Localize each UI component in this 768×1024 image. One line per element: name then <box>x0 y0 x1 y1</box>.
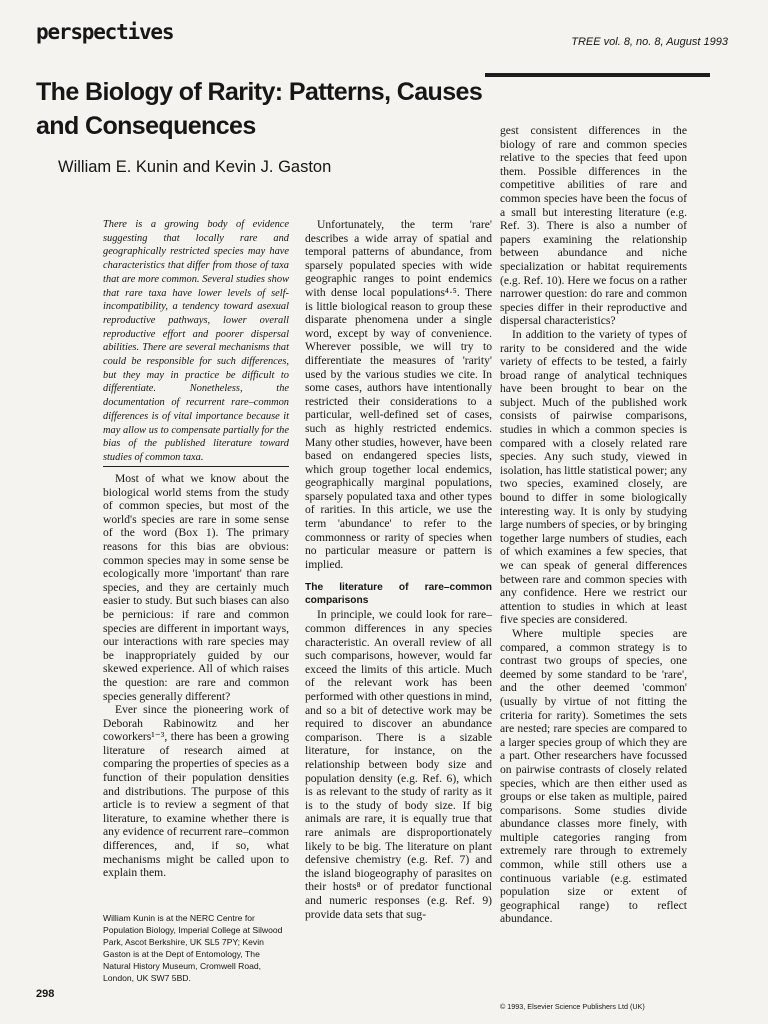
column-3 <box>500 124 687 926</box>
page-number: 298 <box>36 988 55 1000</box>
column-2 <box>305 218 492 921</box>
article-title <box>36 75 506 143</box>
paragraph: Where multiple species are compared, a common strategy is to contrast two groups of species, one deemed by some standard to be 'rare', and the other deemed 'common' (usually by virtue of not fitting the criteria for rarity). Sometimes the sets are nested; rare species are compared to a larger species group of which they are a part. Other researchers have focussed on pairwise contrasts of closely related species, which are then either used as groups or else taken as multiple, paired comparisons. Some studies divide abundance classes more finely, with multiple categories ranging from extremely rare through to extremely common, while still others use a continuous variable (e.g. estimated population size or extent of geographical range) to reflect abundance. <box>500 626 687 926</box>
paragraph: gest consistent differences in the biology of rare and common species relative to the species that feed upon them. Possible differences in the competitive abilities of rare and common species have been the focus of a small but interesting literature (e.g. Ref. 3). There is also a number of papers examining the relationship between abundance and niche specialization or habitat requirements (e.g. Ref. 10). Here we focus on a rather narrower question: do rare and common species differ in their reproductive and dispersal characteristics? <box>500 124 687 328</box>
author-affiliation: William Kunin is at the NERC Centre for Population Biology, Imperial College at Silwood Park, Ascot Berkshire, UK SL5 7PY; Kevin Gaston is at the Dept of Entomology, The Natural History Museum, Cromwell Road, London, UK SW7 5BD. <box>103 913 283 983</box>
journal-citation: TREE vol. 8, no. 8, August 1993 <box>571 36 728 48</box>
copyright-notice: © 1993, Elsevier Science Publishers Ltd (UK) <box>500 1002 645 1011</box>
paragraph: In addition to the variety of types of rarity to be considered and the wide variety of effects to be tested, a fairly broad range of analytical techniques have been brought to bear on the subject. Much of the published work consists of pairwise comparisons, studies in which a common species is compared with a closely related rare species. Any such study, viewed in isolation, has little statistical power; any two species, examined closely, are bound to differ in some biologically interesting way. It is only by studying large numbers of species, or by bringing together large numbers of studies, each of which examines a few species, that we can speak of general differences between rare and common species with any confidence. Here we restrict our attention to studies in which at least five species are considered. <box>500 327 687 627</box>
paragraph: In principle, we could look for rare–common differences in any species characteristic. An overall review of all such comparisons, however, would far exceed the limits of this article. Much of the relevant work has been performed with other questions in mind, and so a bit of detective work may be required to discover an abundance comparison. There is a sizable literature, for instance, on the relationship between body size and population density (e.g. Ref. 6), which is as relevant to the study of rarity as it is to the study of body size. If big animals are rare, it is equally true that rare animals are disproportionately likely to be big. The literature on plant defensive chemistry (e.g. Ref. 7) and the island biogeography of parasites on their hosts⁸ or of predator functional and numeric responses (e.g. Ref. 9) provide data sets that sug- <box>305 608 492 921</box>
column-1 <box>103 472 289 880</box>
title-line-2: and Consequences <box>36 112 256 140</box>
title-line-1: The Biology of Rarity: Patterns, Causes <box>36 78 483 106</box>
title-rule <box>485 73 710 77</box>
paragraph: Ever since the pioneering work of Deborah Rabinowitz and her coworkers¹⁻³, there has been a growing literature of research aimed at comparing the properties of species as a function of their population densities and distributions. The purpose of this article is to review a segment of that literature, to examine whether there is any evidence of recurrent rare–common differences, and, if so, what mechanisms might be called upon to explain them. <box>103 703 289 880</box>
abstract-divider <box>103 466 289 467</box>
section-heading: The literature of rare–common comparisons <box>305 582 492 607</box>
section-label: perspectives <box>36 20 174 44</box>
paragraph: Most of what we know about the biological world stems from the study of common species, but most of the world's species are rare in some sense of the word (Box 1). The primary reasons for this bias are obvious: common species may in some sense be ecologically more 'important' than rare species, and they are certainly much easier to study. But such biases can also be pernicious: if rare and common species are different in important ways, our interactions with rare species may be inappropriately guided by our skewed experience. All of which raises the question: are rare and common species generally different? <box>103 472 289 703</box>
article-authors: William E. Kunin and Kevin J. Gaston <box>58 158 332 176</box>
paragraph: Unfortunately, the term 'rare' describes a wide array of spatial and temporal patterns of abundance, from sparsely populated species with wide geographic ranges to point endemics with dense local populations⁴·⁵. There is little biological reason to group these disparate phenomena under a single word, except by way of convenience. Wherever possible, we will try to differentiate the measures of 'rarity' used by the various studies we cite. In some cases, authors have intentionally restricted their considerations to a particular, well-defined set of cases, such as highly restricted endemics. Many other studies, however, have been based on endangered species lists, which group together local endemics, geographically marginal populations, sparsely populated taxa and other types of rarities. In this article, we use the term 'abundance' to refer to the commonness or rarity of species when no particular measure or pattern is implied. <box>305 218 492 571</box>
abstract: There is a growing body of evidence suggesting that locally rare and geographically restricted species may have characteristics that differ from those of taxa that are more common. Several studies show that rare taxa have lower levels of self-incompatibility, a tendency toward asexual reproductive pathways, lower overall reproductive effort and poorer dispersal abilities. There are several mechanisms that could be responsible for such differences, but they may in practice be difficult to differentiate. Nonetheless, the documentation of recurrent rare–common differences is of vital importance because it may allow us to compensate partially for the bias of the published literature toward studies of common taxa. <box>103 219 289 463</box>
